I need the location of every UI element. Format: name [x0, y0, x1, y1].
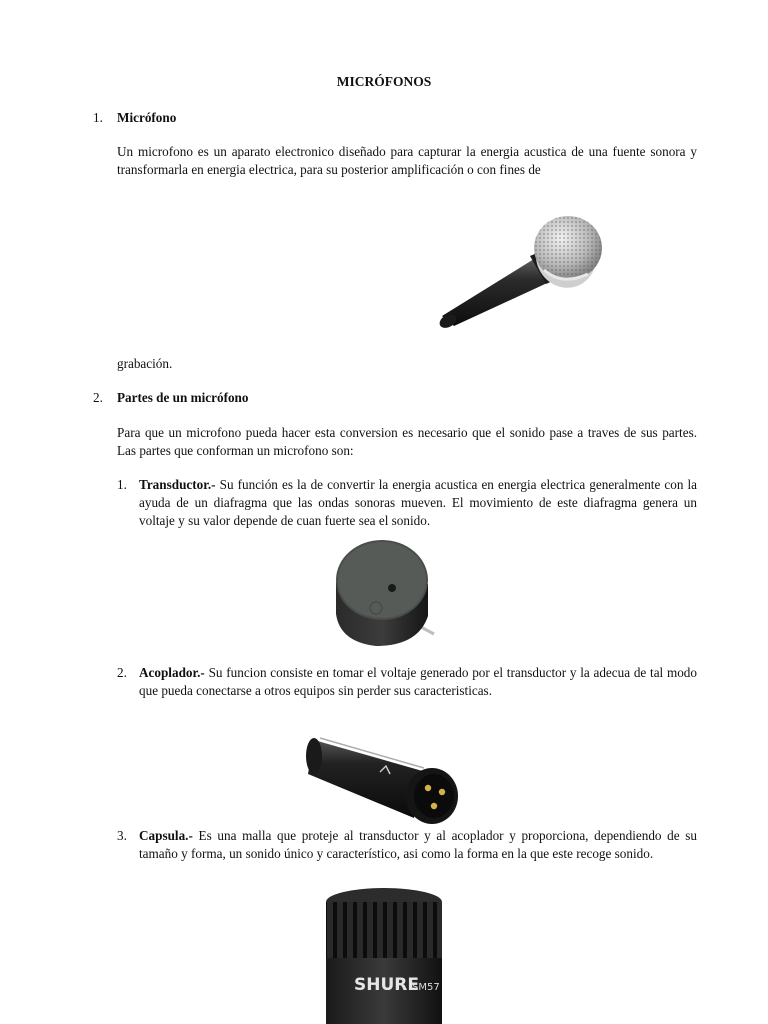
coupler-image — [306, 722, 466, 826]
list-item-capsula — [139, 827, 697, 863]
section-2-number: 2. — [93, 390, 103, 405]
list-item-number: 2. — [117, 665, 127, 680]
list-item-text: Su funcion consiste en tomar el voltaje generado por el transductor y la adecua de tal modo que pueda conectarse a otros equipos sin perder sus caracteristicas. — [139, 665, 697, 698]
section-2-heading: Partes de un micrófono — [117, 390, 249, 405]
section-1-number: 1. — [93, 110, 103, 125]
list-item-text: Su función es la de convertir la energia acustica en energia electrica generalmente con la ayuda de un diafragma que las ondas sonoras mueven. El movimiento de este diafragma genera un voltaje y su valor depende de cuan fuerte sea el sonido. — [139, 477, 697, 528]
capsule-image — [320, 886, 448, 1024]
list-item-transductor — [139, 476, 697, 530]
list-item-term: Transductor.- — [139, 477, 216, 492]
capsule-brand-label: SHURE — [354, 975, 419, 995]
transducer-image — [330, 538, 440, 650]
section-2-intro: Para que un microfono pueda hacer esta conversion es necesario que el sonido pase a traves de sus partes. Las partes que conforman un microfono son: — [117, 425, 697, 458]
section-1-paragraph-continued: grabación. — [117, 356, 173, 371]
list-item-text: Es una malla que proteje al transductor y al acoplador y proporciona, dependiendo de su tamaño y forma, un sonido único y característico, asi como la forma en la que este recoge sonido. — [139, 828, 697, 861]
list-item-number: 3. — [117, 828, 127, 843]
list-item-term: Capsula.- — [139, 828, 193, 843]
capsule-model-label: SM57 — [412, 982, 440, 993]
page-title: MICRÓFONOS — [336, 74, 432, 89]
list-item-number: 1. — [117, 477, 127, 492]
list-item-term: Acoplador.- — [139, 665, 205, 680]
list-item-acoplador — [139, 664, 697, 700]
section-1-paragraph: Un microfono es un aparato electronico diseñado para capturar la energia acustica de una fuente sonora y transformarla en energia electrica, para su posterior amplificación o con fines de — [117, 144, 697, 177]
dynamic-microphone-image — [430, 208, 610, 330]
section-1-heading: Micrófono — [117, 110, 177, 125]
